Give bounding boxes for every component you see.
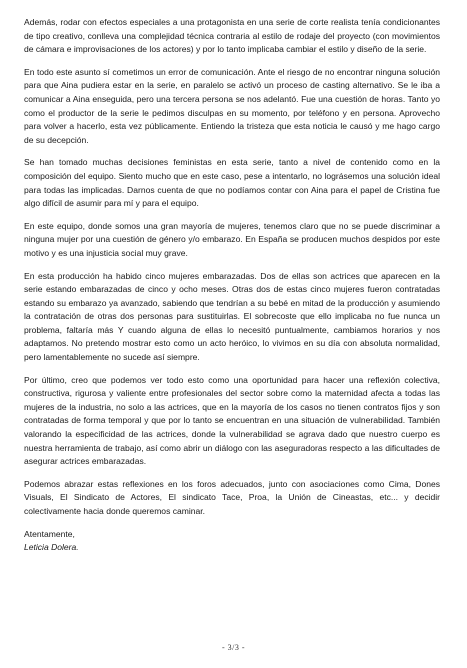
letter-body [24,16,440,555]
paragraph-no-discrimination: En este equipo, donde somos una gran mayoría de mujeres, tenemos claro que no se puede discriminar a ninguna mujer por una cuestión de género y/o embarazo. En España se producen muchos despidos por este motivo y es una injusticia social muy grave. [24,220,440,258]
page-number: - 3/3 - [221,643,246,652]
paragraph-feminist-decisions: Se han tomado muchas decisiones feministas en esta serie, tanto a nivel de contenido como en la composición del equipo. Siento mucho que en este caso, pese a intentarlo, no lográsemos una solución ideal para todas las implicadas. Darnos cuenta de que no podíamos contar con Aina para el papel de Cristina fue algo difícil de asumir para mí y para el equipo. [24,157,440,209]
paragraph-special-effects: Además, rodar con efectos especiales a una protagonista en una serie de corte realista tenía condicionantes de tipo creativo, conlleva una complejidad técnica contraria al estilo de rodaje del proyecto (con movimientos de cámara e improvisaciones de los actores) y por lo tanto implicaba cambiar el estilo y diseño de la serie. [24,17,440,55]
paragraph-forums: Podemos abrazar estas reflexiones en los foros adecuados, junto con asociaciones como Cima, Dones Visuals, El Sindicato de Actores, El sindicato Tace, Proa, la Unión de Cineastas, etc... y decidir colectivamente hacia donde queremos caminar. [24,478,440,516]
paragraph-pregnant-women: En esta producción ha habido cinco mujeres embarazadas. Dos de ellas son actrices que aparecen en la serie estando embarazadas de cinco y ocho meses. Otras dos de estas cinco mujeres fueron contratadas estando su embarazo ya avanzado, sabiendo que tendrían a su bebé en mitad de la producción y asumiendo la contratación de otras dos personas para sustituirlas. El sobrecoste que ello implicaba no fue nunca un problema, faltaría más Y cuando alguna de ellas lo necesitó puntualmente, cambiamos horarios y nos adaptamos. No pretendo mostrar esto como un acto heróico, lo vivimos en su día con absoluta normalidad, pero lamentablemente no sucede así siempre. [24,270,440,363]
signature: Leticia Dolera. [24,542,79,553]
closing-block [24,528,440,555]
paragraph-reflection: Por último, creo que podemos ver todo esto como una oportunidad para hacer una reflexión colectiva, constructiva, rigurosa y valiente entre profesionales del sector sobre como la maternidad afecta a todas las mujeres de la industria, no solo a las actrices, que en la mayoría de los casos no tienen contratos fijos y son contratadas de forma temporal y que por lo tanto se encuentran en una situación de vulnerabilidad. También valorando la especificidad de las actrices, donde la vulnerabilidad se agrava dado que nuestro cuerpo es nuestra herramienta de trabajo, así como abrir un diálogo con las aseguradoras respecto a las dificultades de asegurar actrices embarazadas. [24,374,440,467]
closing-salutation: Atentamente, [24,528,75,539]
paragraph-communication-error: En todo este asunto sí cometimos un error de comunicación. Ante el riesgo de no encontrar ninguna solución para que Aina pudiera estar en la serie, en paralelo se activó un proceso de casting alternativo. Se le iba a comunicar a Aina enseguida, pero una tercera persona se nos adelantó. Fue una cuestión de horas. Tanto yo como el productor de la serie le pedimos disculpas en su momento, por teléfono y en persona. Aprovecho para volver a hacerlo, esta vez públicamente. Entiendo la tristeza que esta noticia le causó y me hago cargo de su decepción. [24,66,440,145]
